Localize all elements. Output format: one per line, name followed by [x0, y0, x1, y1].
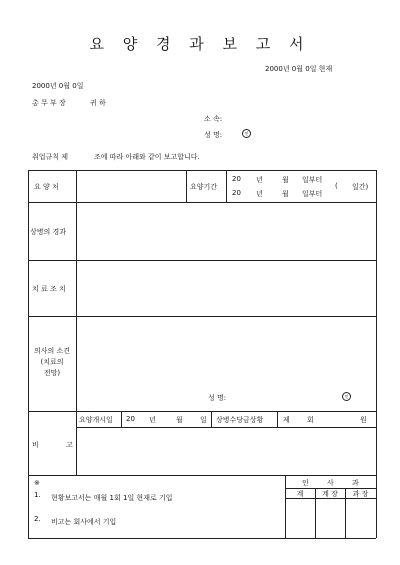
column-divider	[211, 411, 212, 427]
note-2-num: 2.	[34, 515, 41, 523]
table-border-top	[28, 170, 376, 171]
approval-header: 인 사 과	[302, 479, 367, 487]
row-divider	[76, 427, 376, 428]
period-year-unit-1: 년	[256, 176, 263, 184]
period-day-from-2: 일부터	[302, 190, 323, 198]
notes-mark: ※	[34, 479, 40, 487]
note-1-num: 1.	[34, 491, 41, 499]
period-year-1: 20	[232, 175, 241, 183]
label-treatment: 치 료 조 치	[32, 285, 66, 293]
period-month-unit-1: 월	[282, 176, 289, 184]
label-injury-progress: 상병의 경과	[30, 228, 67, 236]
document-title: 요 양 경 과 보 고 서	[89, 35, 311, 53]
period-year-unit-2: 년	[256, 190, 263, 198]
label-start-date: 요양개시일	[79, 416, 113, 424]
start-day-unit: 일	[200, 416, 207, 424]
row-divider	[28, 411, 376, 412]
amount-unit: 원	[360, 416, 367, 424]
intro-prefix: 취업규칙 제	[32, 153, 69, 161]
row-divider	[28, 475, 376, 476]
label-period: 요양기간	[190, 183, 218, 191]
label-remarks-left: 비	[32, 441, 39, 449]
label-doctor-opinion-2: (치료의	[40, 358, 64, 366]
report-date: 2000년 0월 0일	[32, 82, 84, 90]
count-unit: 회	[307, 416, 314, 424]
count-prefix: 제	[283, 416, 290, 424]
name-label: 성 명:	[204, 131, 223, 139]
label-place: 요 양 처	[34, 183, 59, 191]
doctor-seal: 인	[342, 392, 351, 401]
affiliation-label: 소 속:	[204, 115, 223, 123]
column-divider	[121, 411, 122, 427]
approval-col-chief: 계 장	[322, 490, 338, 498]
column-divider	[186, 170, 187, 202]
column-divider	[226, 170, 227, 202]
row-divider	[28, 202, 376, 203]
start-year: 20	[126, 415, 135, 423]
doctor-name-label: 성 명:	[208, 394, 227, 402]
note-2-text: 비고는 회사에서 기입	[51, 518, 117, 526]
table-border-bottom	[28, 538, 376, 539]
days-close: 일간)	[352, 183, 369, 191]
recipient-dept: 총 무 부 장	[32, 99, 66, 107]
label-doctor-opinion-1: 의사의 소견	[33, 347, 71, 355]
row-divider	[28, 316, 376, 317]
days-open: (	[335, 182, 338, 190]
column-divider	[277, 411, 278, 427]
label-doctor-opinion-3: 전망)	[43, 369, 61, 377]
intro-suffix: 조에 따라 아래와 같이 보고합니다.	[94, 153, 200, 161]
seal-mark: 인	[242, 129, 251, 138]
approval-box-left	[285, 475, 286, 538]
start-year-unit: 년	[149, 416, 156, 424]
as-of-date: 2000년 0월 0일 현재	[265, 65, 333, 73]
recipient-honorific: 귀 하	[90, 99, 106, 107]
period-year-2: 20	[232, 189, 241, 197]
start-month-unit: 월	[176, 416, 183, 424]
period-month-unit-2: 월	[282, 190, 289, 198]
table-border-right	[376, 170, 377, 538]
label-column-divider	[76, 170, 77, 475]
row-divider	[28, 260, 376, 261]
label-benefit-status: 상병수당금상황	[216, 416, 264, 424]
label-remarks-right: 고	[66, 441, 73, 449]
approval-col-clerk: 계	[296, 490, 304, 498]
period-day-from-1: 일부터	[302, 176, 323, 184]
note-1-text: 현황보고서는 매월 1회 1일 현재로 기입	[51, 494, 173, 502]
approval-col-manager: 과 장	[352, 490, 369, 498]
